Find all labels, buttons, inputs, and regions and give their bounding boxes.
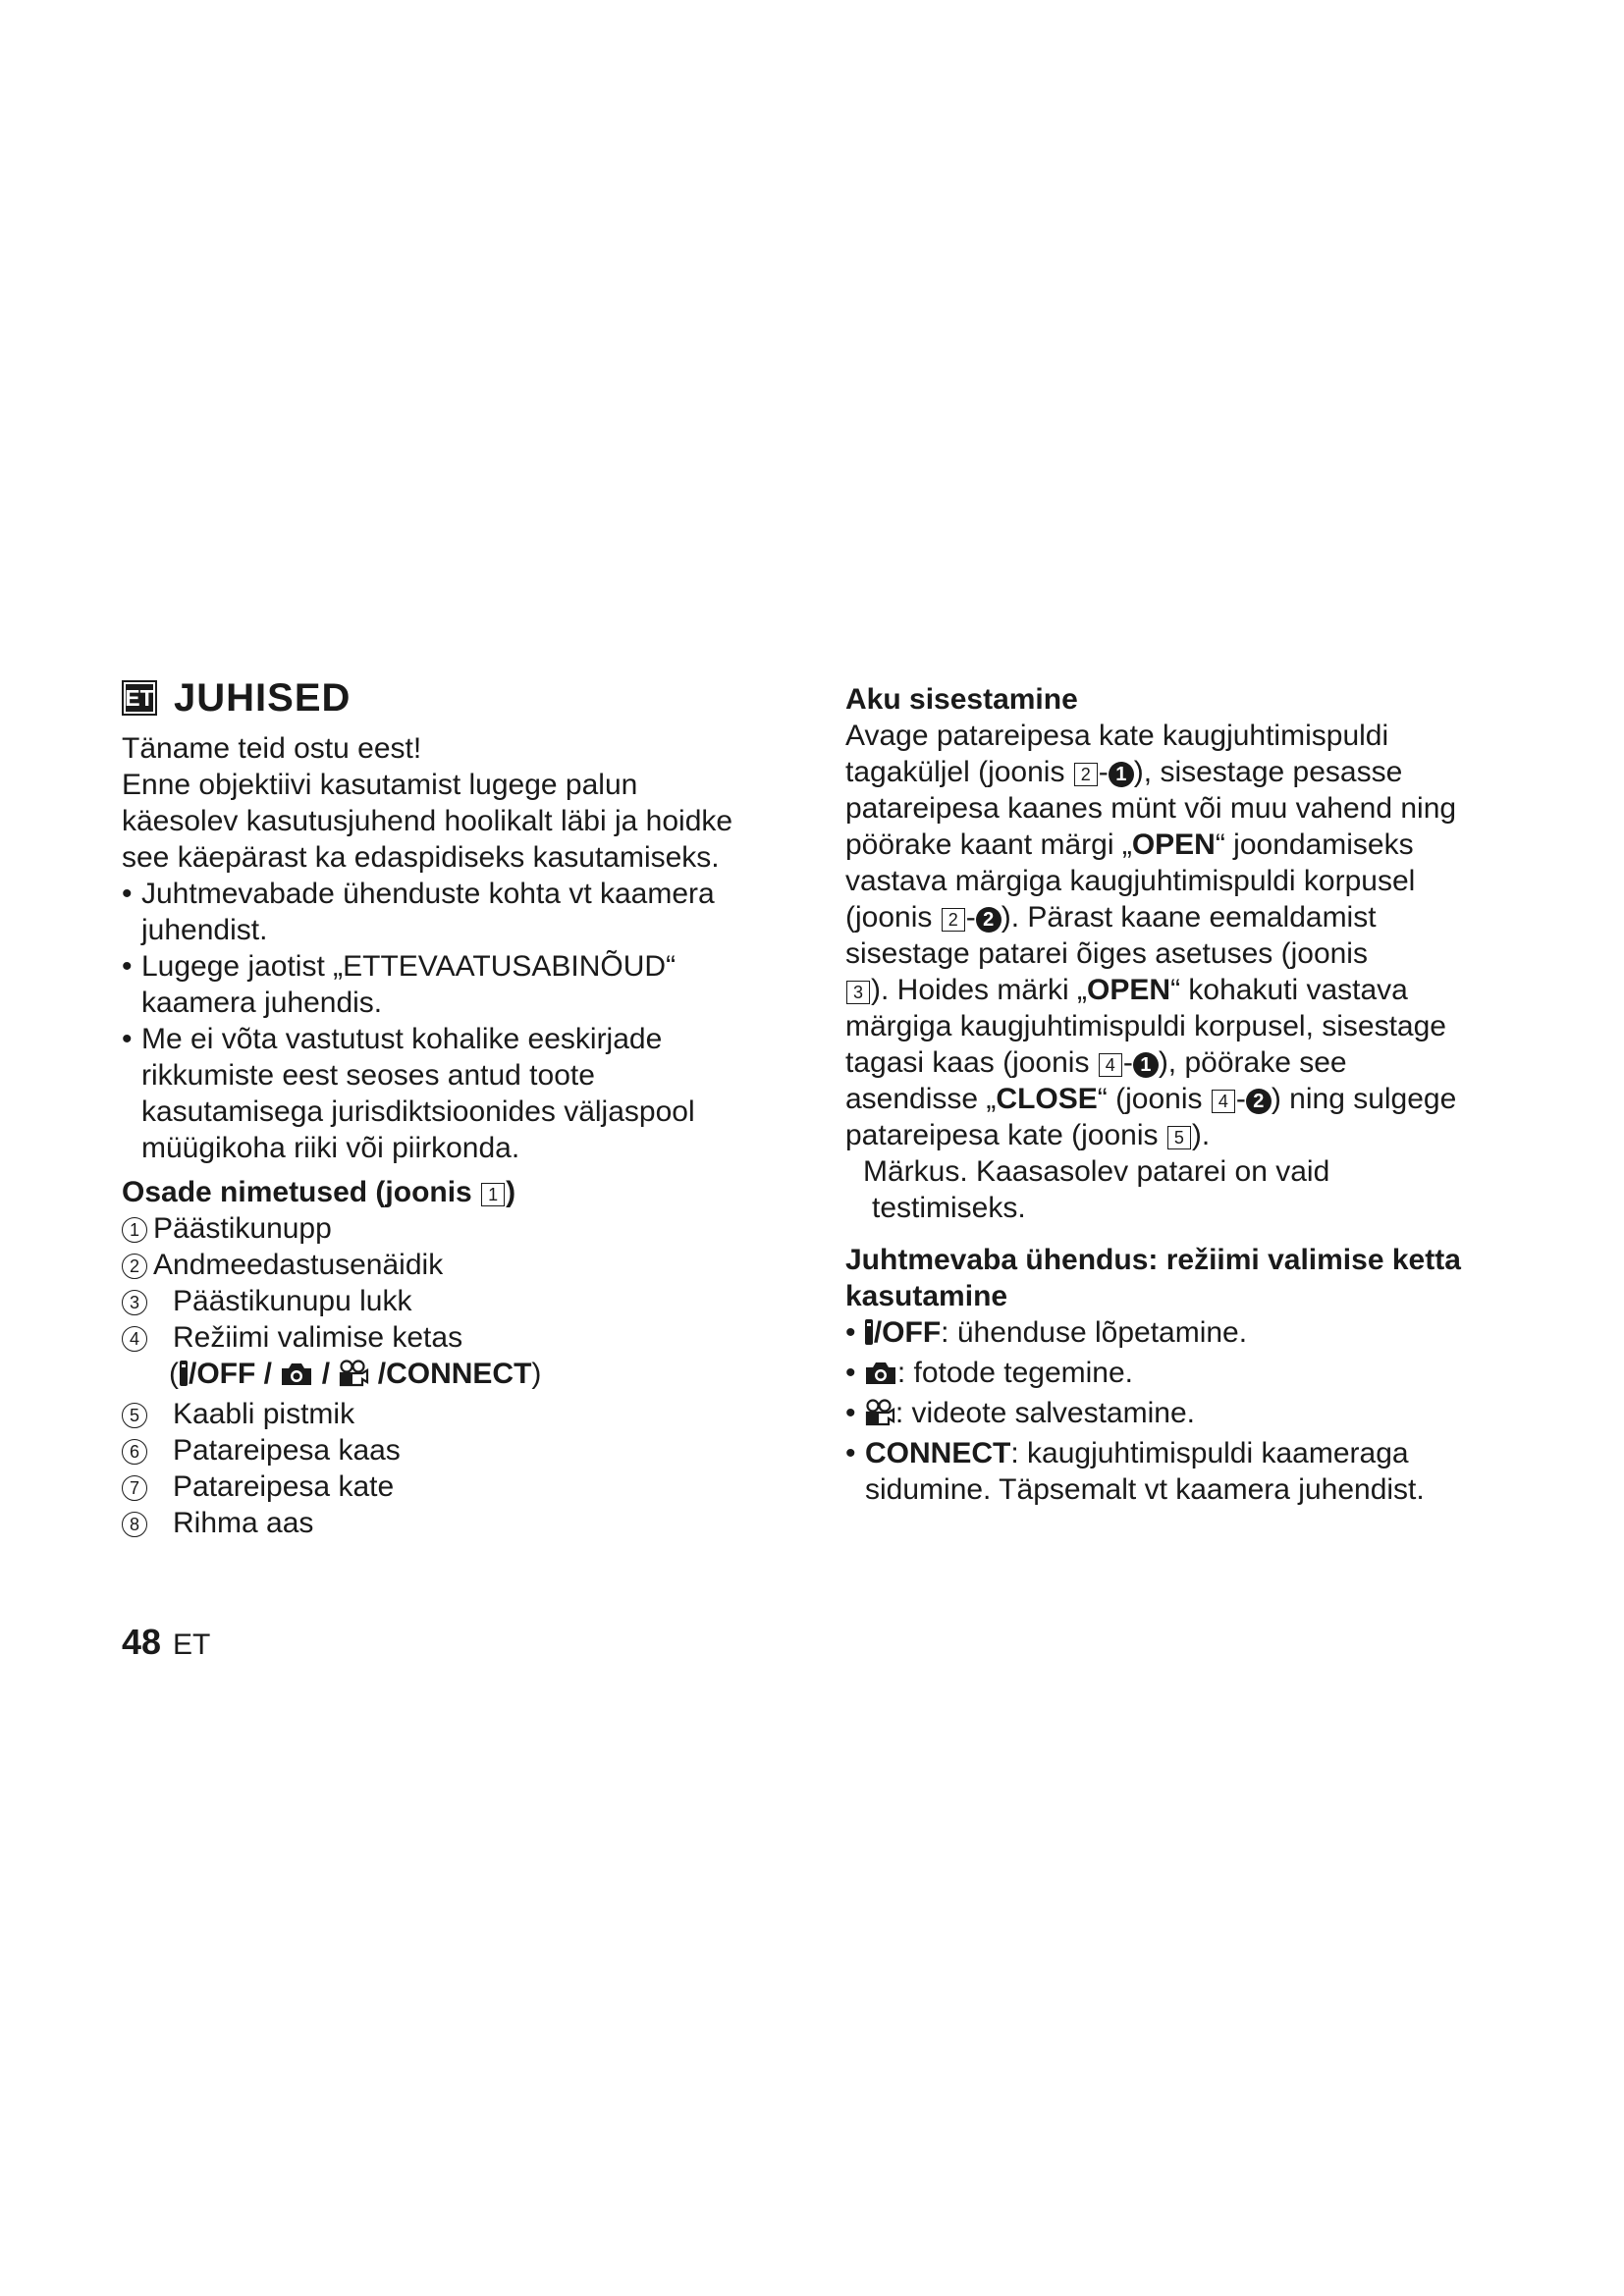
battery-text-line: Avage patareipesa kate kaugjuhtimispuldi (845, 720, 1389, 752)
battery-text-line: patareipesa kate (joonis 5 ). (845, 1119, 1211, 1151)
battery-text-line: vastava märgiga kaugjuhtimispuldi korpusel (845, 865, 1416, 897)
step-number: 1 (1133, 1052, 1159, 1078)
wireless-item: • CONNECT: kaugjuhtimispuldi kaameraga sidumine. Täpsemalt vt kaamera juhendist. (845, 1437, 1425, 1506)
bullet-item: • Lugege jaotist „ETTEVAATUSABINÕUD“ kaamera juhendis. (122, 950, 677, 1019)
battery-heading: Aku sisestamine (845, 683, 1078, 716)
figure-ref: 1 (481, 1183, 505, 1206)
wireless-heading: kasutamine (845, 1280, 1008, 1312)
battery-text-line: sisestage patarei õiges asetuses (joonis (845, 937, 1368, 970)
battery-text-line: 3 ). Hoides märki „OPEN“ kohakuti vastava (845, 972, 1513, 1008)
intro-text-line: Enne objektiivi kasutamist lugege palun (122, 769, 638, 801)
remote-icon (864, 1318, 874, 1355)
right-column (845, 681, 1513, 1508)
step-number: 2 (976, 907, 1001, 933)
page-title: JUHISED (174, 675, 352, 720)
bullet-item: • Me ei võta vastutust kohalike eeskirjade rikkumiste eest seoses antud toote kasutamisega jurisdiktsioonides väljaspool müügikoha riiki või piirkonda. (122, 1023, 695, 1164)
part-number: 3 (122, 1290, 147, 1315)
part-number: 5 (122, 1403, 147, 1428)
part-item: 3 Päästikunupu lukk (122, 1283, 770, 1319)
wireless-item: • : fotode tegemine. (845, 1355, 1513, 1395)
battery-text-line: (joonis 2 - 2 ). Pärast kaane eemaldamist (845, 901, 1377, 934)
page-language: ET (173, 1629, 211, 1661)
movie-icon (338, 1360, 369, 1396)
part-item: 2 Andmeedastusenäidik (122, 1247, 770, 1283)
part-item: 4 Režiimi valimise ketas (122, 1319, 770, 1356)
bullet-item: • Juhtmevabade ühenduste kohta vt kaamera juhendist. (122, 878, 715, 946)
part-item: 7 Patareipesa kate (122, 1468, 770, 1505)
battery-note: testimiseks. (872, 1192, 1026, 1224)
dial-modes: ( /OFF / / /CONNECT) (122, 1356, 770, 1396)
language-badge: ET (122, 680, 157, 716)
part-number: 4 (122, 1326, 147, 1352)
part-item: 6 Patareipesa kaas (122, 1432, 770, 1468)
figure-ref: 4 (1099, 1053, 1122, 1077)
step-number: 1 (1109, 762, 1134, 787)
part-number: 8 (122, 1512, 147, 1537)
intro-thanks: Täname teid ostu eest! (122, 732, 422, 765)
part-number: 2 (122, 1254, 147, 1279)
wireless-item: • : videote salvestamine. (845, 1395, 1513, 1435)
left-column (122, 669, 770, 1541)
figure-ref: 2 (1074, 763, 1098, 786)
wireless-heading: Juhtmevaba ühendus: režiimi valimise ketta (845, 1244, 1461, 1276)
parts-heading: Osade nimetused (joonis 1 ) (122, 1176, 516, 1208)
page-number: 48 (122, 1622, 162, 1662)
remote-icon (179, 1360, 189, 1396)
camera-icon (280, 1360, 313, 1396)
part-number: 7 (122, 1475, 147, 1501)
part-item: 1 Päästikunupp (122, 1210, 770, 1247)
battery-text-line: märgiga kaugjuhtimispuldi korpusel, sisestage (845, 1010, 1446, 1042)
figure-ref: 2 (942, 908, 965, 932)
part-item: 5 Kaabli pistmik (122, 1396, 770, 1432)
part-number: 1 (122, 1217, 147, 1243)
battery-note: Märkus. Kaasasolev patarei on vaid (863, 1155, 1330, 1188)
intro-text-line: see käepärast ka edaspidiseks kasutamiseks. (122, 841, 720, 874)
part-item: 8 Rihma aas (122, 1505, 770, 1541)
camera-icon (864, 1359, 897, 1395)
movie-icon (864, 1399, 895, 1435)
step-number: 2 (1246, 1089, 1272, 1114)
page-footer (122, 1622, 210, 1663)
battery-text-line: tagaküljel (joonis 2 - 1 ), sisestage pesasse (845, 756, 1403, 788)
battery-text-line: patareipesa kaanes münt või muu vahend ning (845, 792, 1457, 825)
part-number: 6 (122, 1439, 147, 1465)
battery-text-line: asendisse „CLOSE“ (joonis 4 - 2 ) ning sulgege (845, 1083, 1457, 1115)
battery-text-line: tagasi kaas (joonis 4 - 1 ), pöörake see (845, 1046, 1347, 1079)
wireless-item: • /OFF: ühenduse lõpetamine. (845, 1314, 1513, 1355)
figure-ref: 3 (846, 981, 870, 1004)
figure-ref: 5 (1167, 1126, 1191, 1149)
battery-text-line: pöörake kaant märgi „OPEN“ joondamiseks (845, 828, 1414, 861)
section-title (122, 669, 770, 726)
intro-text-line: käesolev kasutusjuhend hoolikalt läbi ja hoidke (122, 805, 733, 837)
figure-ref: 4 (1212, 1090, 1235, 1113)
